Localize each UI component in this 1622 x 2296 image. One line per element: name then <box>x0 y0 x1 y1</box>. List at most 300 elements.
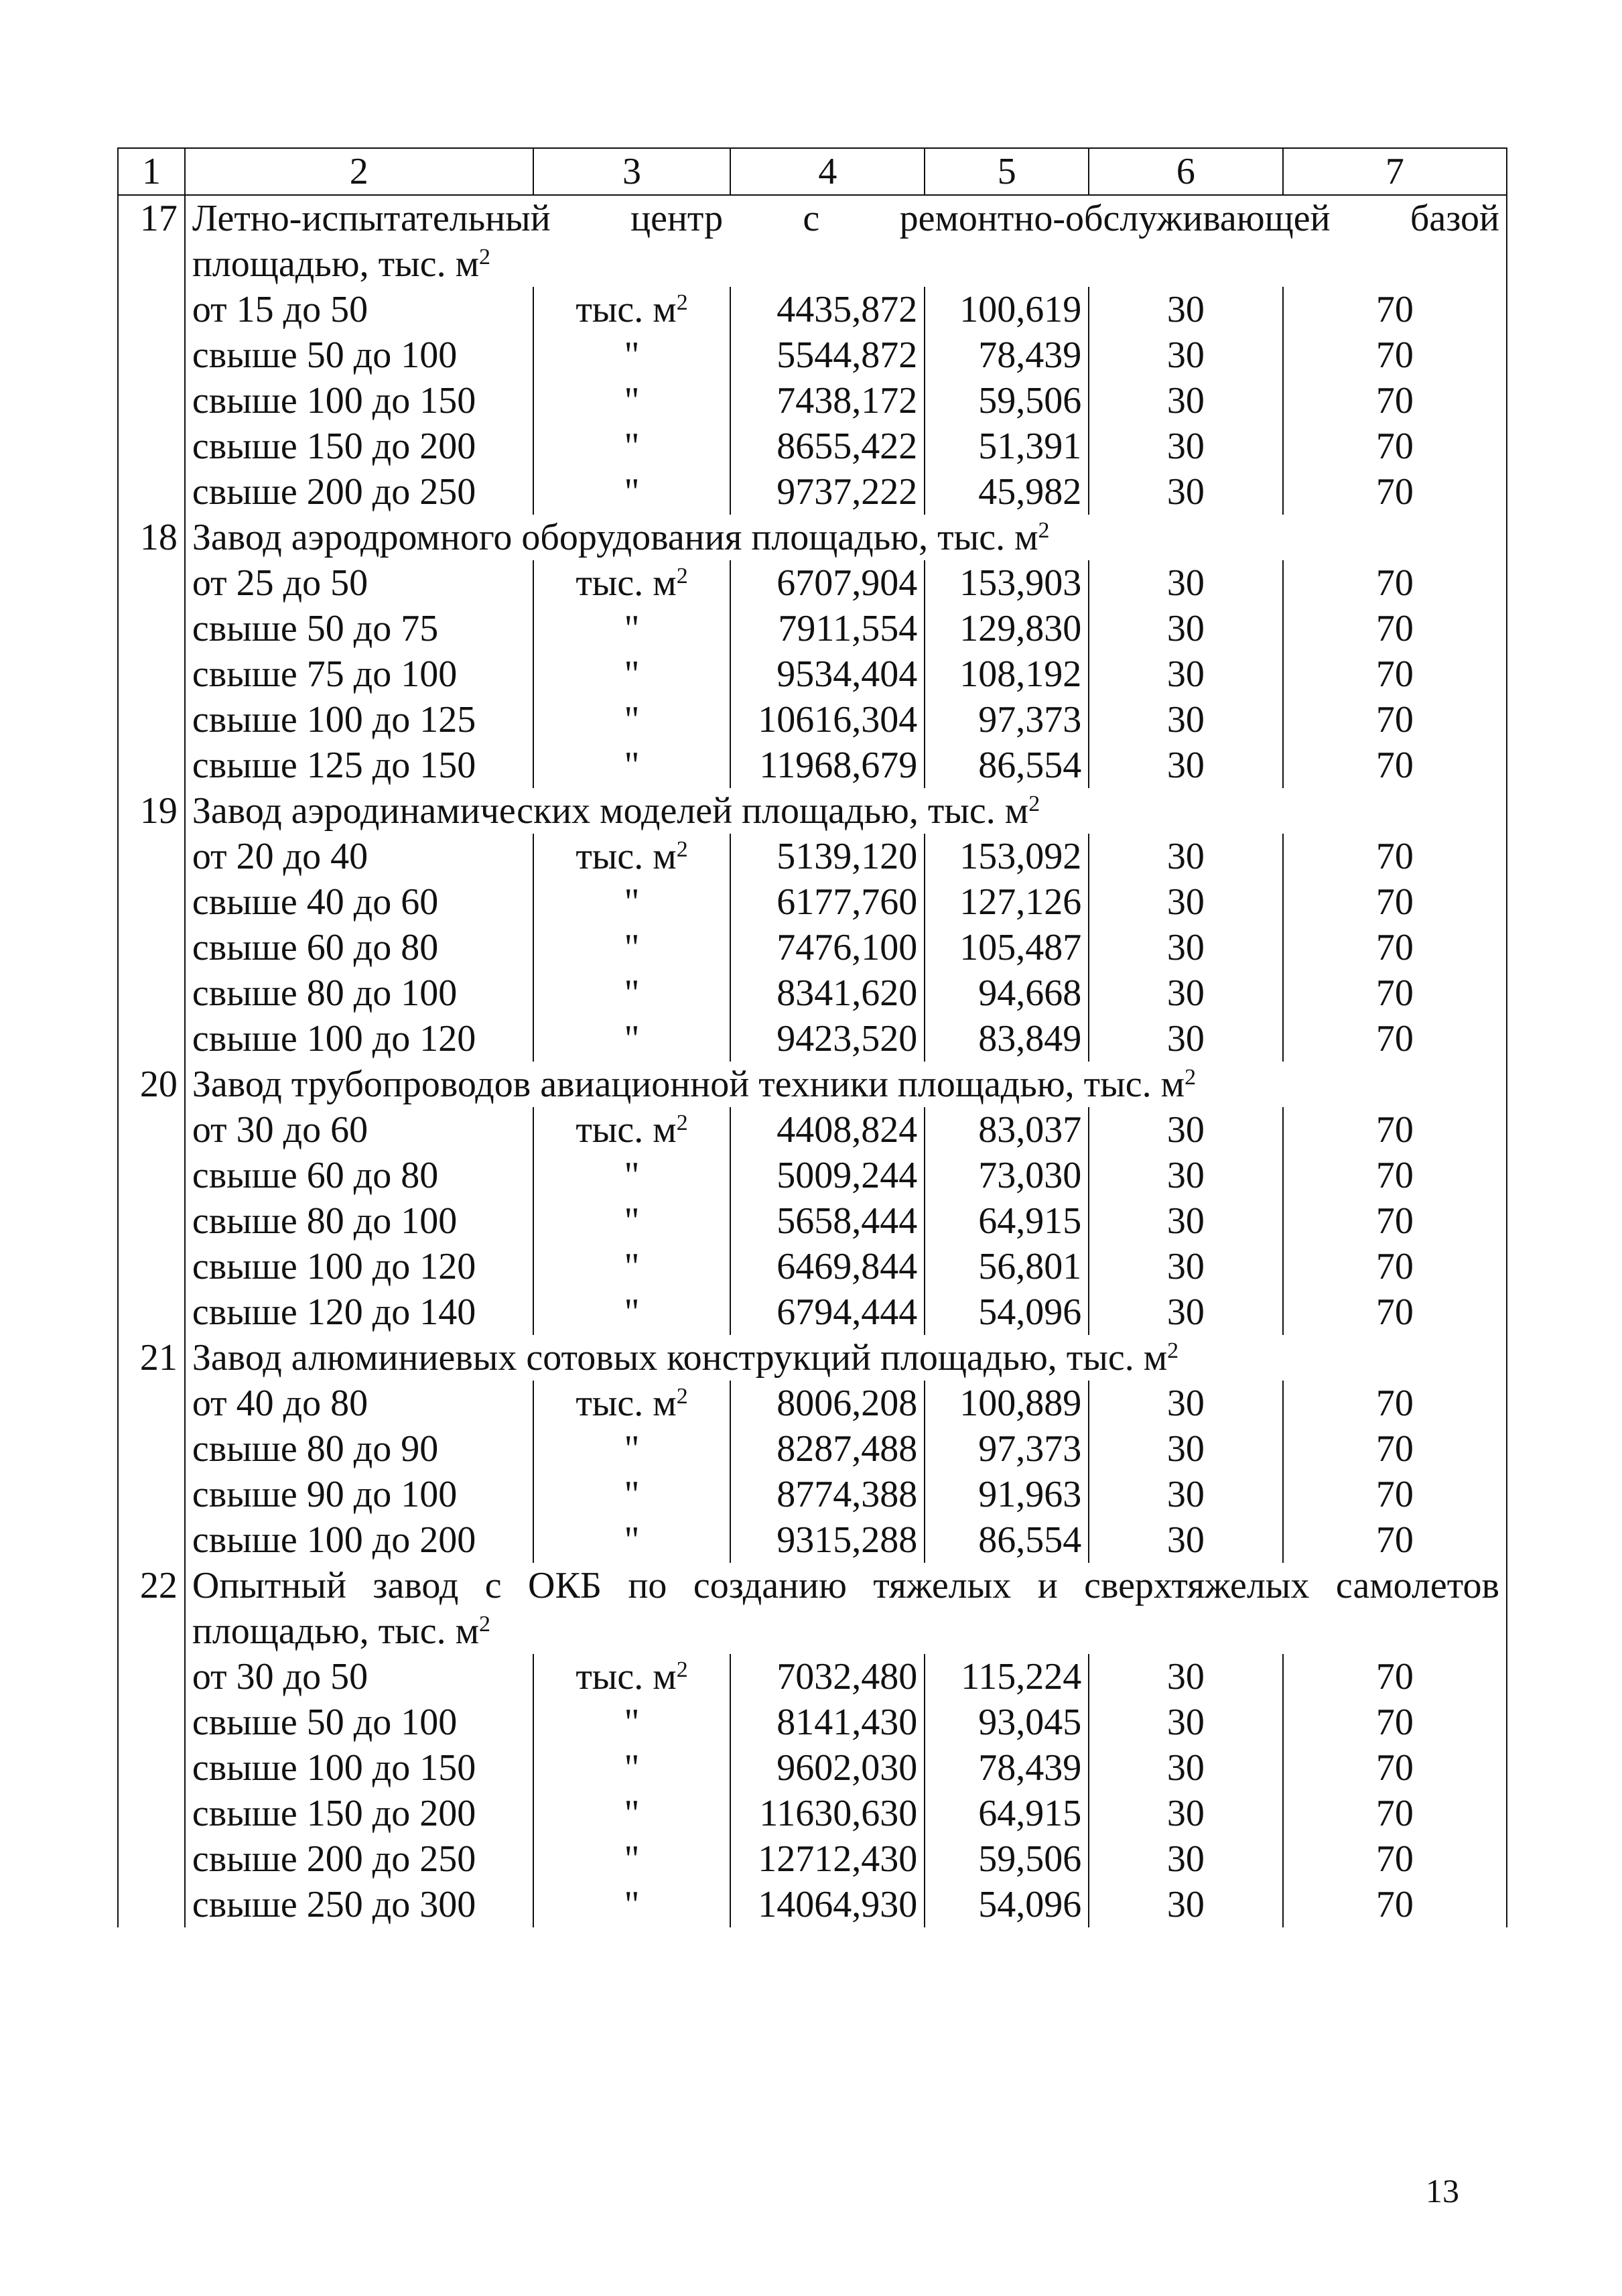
unit-cell <box>533 1654 731 1700</box>
header-cell: 1 <box>118 148 185 195</box>
unit-cell <box>533 1791 731 1836</box>
value-col6-cell: 30 <box>1089 743 1282 788</box>
title-word: центр <box>630 198 724 239</box>
empty-num-cell <box>118 469 185 515</box>
section-title <box>185 1563 1507 1654</box>
table-row <box>118 1700 1507 1745</box>
section-title-row <box>118 1563 1507 1654</box>
title-text: площадью, тыс. м <box>192 1610 480 1652</box>
title-word: с <box>803 198 820 239</box>
table-row <box>118 879 1507 925</box>
title-word: Опытный <box>192 1565 346 1606</box>
value-col4-cell: 9737,222 <box>730 469 925 515</box>
unit-text: " <box>624 334 640 376</box>
unit-cell <box>533 1244 731 1289</box>
value-col5-cell: 54,096 <box>925 1882 1089 1927</box>
value-col7-cell: 70 <box>1283 287 1507 332</box>
superscript-two: 2 <box>1185 1065 1197 1090</box>
title-word: базой <box>1410 198 1499 239</box>
value-col5-cell: 78,439 <box>925 332 1089 378</box>
value-col7-cell: 70 <box>1283 970 1507 1016</box>
section-number: 19 <box>118 788 185 834</box>
value-col5-cell: 153,903 <box>925 560 1089 606</box>
value-col5-cell: 93,045 <box>925 1700 1089 1745</box>
unit-cell <box>533 970 731 1016</box>
value-col5-cell: 59,506 <box>925 378 1089 424</box>
table-row <box>118 1836 1507 1882</box>
unit-cell <box>533 1198 731 1244</box>
value-col6-cell: 30 <box>1089 1654 1282 1700</box>
title-word: созданию <box>693 1565 847 1606</box>
unit-text: " <box>624 972 640 1014</box>
value-col6-cell: 30 <box>1089 834 1282 879</box>
value-col6-cell: 30 <box>1089 1016 1282 1062</box>
value-col6-cell: 30 <box>1089 925 1282 970</box>
title-word: с <box>484 1565 502 1606</box>
empty-num-cell <box>118 1016 185 1062</box>
section-title-line-2 <box>192 241 1499 287</box>
title-word: самолетов <box>1335 1565 1499 1606</box>
value-col7-cell: 70 <box>1283 1426 1507 1472</box>
table-row <box>118 1882 1507 1927</box>
value-col5-cell: 100,619 <box>925 287 1089 332</box>
title-word: тяжелых <box>873 1565 1012 1606</box>
unit-text: " <box>624 608 640 649</box>
area-range-cell: свыше 40 до 60 <box>185 879 533 925</box>
empty-num-cell <box>118 1745 185 1791</box>
superscript-two: 2 <box>479 1612 491 1637</box>
area-range-cell: свыше 100 до 120 <box>185 1016 533 1062</box>
unit-cell <box>533 834 731 879</box>
unit-text: тыс. м <box>576 562 677 604</box>
value-col7-cell: 70 <box>1283 378 1507 424</box>
table-header-row <box>118 148 1507 195</box>
area-range-cell: от 30 до 50 <box>185 1654 533 1700</box>
value-col4-cell: 5009,244 <box>730 1153 925 1198</box>
section-title-line <box>192 1062 1499 1107</box>
value-col6-cell: 30 <box>1089 1381 1282 1426</box>
table-row <box>118 606 1507 651</box>
table-row <box>118 1472 1507 1517</box>
value-col7-cell: 70 <box>1283 1745 1507 1791</box>
empty-num-cell <box>118 1700 185 1745</box>
value-col7-cell: 70 <box>1283 1016 1507 1062</box>
value-col4-cell: 7438,172 <box>730 378 925 424</box>
value-col4-cell: 8006,208 <box>730 1381 925 1426</box>
title-word: по <box>628 1565 667 1606</box>
value-col4-cell: 5658,444 <box>730 1198 925 1244</box>
unit-text: " <box>624 1291 640 1333</box>
area-range-cell: свыше 100 до 200 <box>185 1517 533 1563</box>
value-col6-cell: 30 <box>1089 879 1282 925</box>
unit-text: тыс. м <box>576 836 677 877</box>
empty-num-cell <box>118 1654 185 1700</box>
value-col4-cell: 6707,904 <box>730 560 925 606</box>
section-title-line-1 <box>192 196 1499 241</box>
unit-cell <box>533 697 731 743</box>
value-col6-cell: 30 <box>1089 970 1282 1016</box>
empty-num-cell <box>118 332 185 378</box>
page-number: 13 <box>1426 2172 1459 2210</box>
table-row <box>118 1517 1507 1563</box>
area-range-cell: свыше 150 до 200 <box>185 1791 533 1836</box>
value-col4-cell: 7476,100 <box>730 925 925 970</box>
unit-cell <box>533 743 731 788</box>
empty-num-cell <box>118 1153 185 1198</box>
area-range-cell: свыше 80 до 100 <box>185 970 533 1016</box>
unit-cell <box>533 879 731 925</box>
unit-text: " <box>624 1793 640 1834</box>
header-cell: 2 <box>185 148 533 195</box>
unit-cell <box>533 1517 731 1563</box>
value-col6-cell: 30 <box>1089 1198 1282 1244</box>
area-range-cell: от 15 до 50 <box>185 287 533 332</box>
unit-cell <box>533 1882 731 1927</box>
unit-text: " <box>624 1428 640 1470</box>
value-col5-cell: 129,830 <box>925 606 1089 651</box>
value-col5-cell: 64,915 <box>925 1198 1089 1244</box>
value-col5-cell: 153,092 <box>925 834 1089 879</box>
unit-text: " <box>624 380 640 422</box>
section-title-row <box>118 195 1507 287</box>
table-row <box>118 1107 1507 1153</box>
unit-text: " <box>624 1018 640 1060</box>
value-col6-cell: 30 <box>1089 1244 1282 1289</box>
section-title <box>185 788 1507 834</box>
empty-num-cell <box>118 970 185 1016</box>
value-col4-cell: 11630,630 <box>730 1791 925 1836</box>
value-col5-cell: 94,668 <box>925 970 1089 1016</box>
value-col4-cell: 9602,030 <box>730 1745 925 1791</box>
empty-num-cell <box>118 560 185 606</box>
area-range-cell: свыше 50 до 100 <box>185 1700 533 1745</box>
table-row <box>118 651 1507 697</box>
area-range-cell: свыше 150 до 200 <box>185 424 533 469</box>
value-col6-cell: 30 <box>1089 1472 1282 1517</box>
value-col4-cell: 6794,444 <box>730 1289 925 1335</box>
area-range-cell: свыше 50 до 75 <box>185 606 533 651</box>
unit-cell <box>533 1107 731 1153</box>
unit-cell <box>533 287 731 332</box>
section-title-row <box>118 788 1507 834</box>
area-range-cell: от 25 до 50 <box>185 560 533 606</box>
value-col7-cell: 70 <box>1283 1517 1507 1563</box>
empty-num-cell <box>118 1244 185 1289</box>
empty-num-cell <box>118 697 185 743</box>
unit-cell <box>533 1472 731 1517</box>
area-range-cell: свыше 60 до 80 <box>185 1153 533 1198</box>
superscript-two: 2 <box>676 564 688 588</box>
empty-num-cell <box>118 1289 185 1335</box>
section-number: 17 <box>118 195 185 287</box>
value-col5-cell: 91,963 <box>925 1472 1089 1517</box>
value-col5-cell: 54,096 <box>925 1289 1089 1335</box>
value-col5-cell: 97,373 <box>925 697 1089 743</box>
value-col7-cell: 70 <box>1283 469 1507 515</box>
value-col7-cell: 70 <box>1283 1381 1507 1426</box>
value-col5-cell: 86,554 <box>925 1517 1089 1563</box>
unit-cell <box>533 651 731 697</box>
unit-text: " <box>624 1246 640 1287</box>
area-range-cell: свыше 80 до 90 <box>185 1426 533 1472</box>
empty-num-cell <box>118 1836 185 1882</box>
area-range-cell: свыше 250 до 300 <box>185 1882 533 1927</box>
value-col4-cell: 9315,288 <box>730 1517 925 1563</box>
value-col7-cell: 70 <box>1283 1244 1507 1289</box>
table-row <box>118 970 1507 1016</box>
value-col7-cell: 70 <box>1283 1882 1507 1927</box>
empty-num-cell <box>118 1107 185 1153</box>
value-col7-cell: 70 <box>1283 424 1507 469</box>
section-title <box>185 1335 1507 1381</box>
area-range-cell: свыше 50 до 100 <box>185 332 533 378</box>
empty-num-cell <box>118 651 185 697</box>
section-title <box>185 195 1507 287</box>
area-range-cell: свыше 80 до 100 <box>185 1198 533 1244</box>
section-title-line <box>192 1335 1499 1381</box>
value-col7-cell: 70 <box>1283 834 1507 879</box>
value-col4-cell: 8287,488 <box>730 1426 925 1472</box>
header-cell: 4 <box>730 148 925 195</box>
table-row <box>118 1426 1507 1472</box>
value-col6-cell: 30 <box>1089 287 1282 332</box>
empty-num-cell <box>118 606 185 651</box>
superscript-two: 2 <box>676 1384 688 1409</box>
value-col4-cell: 6177,760 <box>730 879 925 925</box>
empty-num-cell <box>118 743 185 788</box>
value-col7-cell: 70 <box>1283 1791 1507 1836</box>
value-col4-cell: 4435,872 <box>730 287 925 332</box>
empty-num-cell <box>118 378 185 424</box>
unit-text: " <box>624 426 640 467</box>
unit-cell <box>533 925 731 970</box>
unit-cell <box>533 1700 731 1745</box>
value-col5-cell: 105,487 <box>925 925 1089 970</box>
unit-text: " <box>624 1884 640 1925</box>
title-text: площадью, тыс. м <box>192 243 480 285</box>
unit-text: " <box>624 745 640 786</box>
value-col4-cell: 10616,304 <box>730 697 925 743</box>
table-row <box>118 287 1507 332</box>
value-col4-cell: 6469,844 <box>730 1244 925 1289</box>
table-row <box>118 1791 1507 1836</box>
area-range-cell: свыше 200 до 250 <box>185 1836 533 1882</box>
title-text: Завод трубопроводов авиационной техники площадью, тыс. м <box>192 1064 1185 1105</box>
value-col6-cell: 30 <box>1089 469 1282 515</box>
table-row <box>118 424 1507 469</box>
unit-cell <box>533 424 731 469</box>
unit-cell <box>533 1836 731 1882</box>
value-col5-cell: 45,982 <box>925 469 1089 515</box>
value-col6-cell: 30 <box>1089 332 1282 378</box>
unit-cell <box>533 1016 731 1062</box>
superscript-two: 2 <box>1028 791 1040 816</box>
value-col4-cell: 9534,404 <box>730 651 925 697</box>
unit-cell <box>533 469 731 515</box>
table-row <box>118 925 1507 970</box>
value-col6-cell: 30 <box>1089 1700 1282 1745</box>
table-row <box>118 1289 1507 1335</box>
unit-text: " <box>624 471 640 513</box>
table-row <box>118 1153 1507 1198</box>
unit-text: тыс. м <box>576 1656 677 1698</box>
section-number: 22 <box>118 1563 185 1654</box>
table-row <box>118 1244 1507 1289</box>
value-col4-cell: 11968,679 <box>730 743 925 788</box>
value-col6-cell: 30 <box>1089 1836 1282 1882</box>
empty-num-cell <box>118 1198 185 1244</box>
value-col6-cell: 30 <box>1089 606 1282 651</box>
unit-cell <box>533 1426 731 1472</box>
value-col7-cell: 70 <box>1283 332 1507 378</box>
value-col6-cell: 30 <box>1089 1882 1282 1927</box>
title-text: Завод алюминиевых сотовых конструкций площадью, тыс. м <box>192 1337 1168 1379</box>
value-col5-cell: 59,506 <box>925 1836 1089 1882</box>
header-cell: 5 <box>925 148 1089 195</box>
value-col5-cell: 86,554 <box>925 743 1089 788</box>
unit-text: " <box>624 1702 640 1743</box>
empty-num-cell <box>118 834 185 879</box>
section-title-line-1 <box>192 1563 1499 1608</box>
table-row <box>118 743 1507 788</box>
value-col5-cell: 51,391 <box>925 424 1089 469</box>
table-row <box>118 469 1507 515</box>
section-title-row <box>118 515 1507 560</box>
table-row <box>118 1381 1507 1426</box>
data-table <box>117 147 1507 1927</box>
empty-num-cell <box>118 1381 185 1426</box>
area-range-cell: свыше 100 до 120 <box>185 1244 533 1289</box>
unit-text: тыс. м <box>576 289 677 330</box>
value-col4-cell: 14064,930 <box>730 1882 925 1927</box>
section-title-line-2 <box>192 1608 1499 1654</box>
section-number: 18 <box>118 515 185 560</box>
area-range-cell: свыше 100 до 125 <box>185 697 533 743</box>
empty-num-cell <box>118 1791 185 1836</box>
value-col7-cell: 70 <box>1283 1107 1507 1153</box>
value-col6-cell: 30 <box>1089 378 1282 424</box>
table-row <box>118 697 1507 743</box>
section-title <box>185 515 1507 560</box>
table-row <box>118 332 1507 378</box>
value-col7-cell: 70 <box>1283 1700 1507 1745</box>
superscript-two: 2 <box>1167 1338 1179 1363</box>
unit-cell <box>533 606 731 651</box>
empty-num-cell <box>118 1472 185 1517</box>
unit-cell <box>533 1381 731 1426</box>
value-col7-cell: 70 <box>1283 1836 1507 1882</box>
value-col4-cell: 8774,388 <box>730 1472 925 1517</box>
unit-cell <box>533 332 731 378</box>
value-col4-cell: 8141,430 <box>730 1700 925 1745</box>
header-cell: 3 <box>533 148 731 195</box>
section-number: 21 <box>118 1335 185 1381</box>
empty-num-cell <box>118 1426 185 1472</box>
unit-cell <box>533 1153 731 1198</box>
table-row <box>118 1016 1507 1062</box>
unit-text: " <box>624 699 640 741</box>
title-word: и <box>1037 1565 1058 1606</box>
table-row <box>118 560 1507 606</box>
area-range-cell: свыше 75 до 100 <box>185 651 533 697</box>
value-col5-cell: 127,126 <box>925 879 1089 925</box>
area-range-cell: свыше 125 до 150 <box>185 743 533 788</box>
section-title-row <box>118 1062 1507 1107</box>
section-title-line <box>192 788 1499 834</box>
empty-num-cell <box>118 1882 185 1927</box>
superscript-two: 2 <box>676 837 688 862</box>
value-col4-cell: 7911,554 <box>730 606 925 651</box>
area-range-cell: от 40 до 80 <box>185 1381 533 1426</box>
value-col4-cell: 8341,620 <box>730 970 925 1016</box>
area-range-cell: от 20 до 40 <box>185 834 533 879</box>
value-col6-cell: 30 <box>1089 1517 1282 1563</box>
unit-text: тыс. м <box>576 1109 677 1151</box>
value-col5-cell: 83,037 <box>925 1107 1089 1153</box>
empty-num-cell <box>118 1517 185 1563</box>
value-col4-cell: 5139,120 <box>730 834 925 879</box>
value-col6-cell: 30 <box>1089 1791 1282 1836</box>
area-range-cell: от 30 до 60 <box>185 1107 533 1153</box>
superscript-two: 2 <box>1038 518 1050 543</box>
value-col7-cell: 70 <box>1283 879 1507 925</box>
table-row <box>118 1198 1507 1244</box>
empty-num-cell <box>118 879 185 925</box>
title-word: ОКБ <box>528 1565 602 1606</box>
value-col4-cell: 7032,480 <box>730 1654 925 1700</box>
value-col7-cell: 70 <box>1283 1472 1507 1517</box>
value-col5-cell: 100,889 <box>925 1381 1089 1426</box>
value-col6-cell: 30 <box>1089 1107 1282 1153</box>
superscript-two: 2 <box>676 290 688 315</box>
value-col7-cell: 70 <box>1283 560 1507 606</box>
value-col6-cell: 30 <box>1089 697 1282 743</box>
unit-text: " <box>624 1155 640 1196</box>
value-col5-cell: 64,915 <box>925 1791 1089 1836</box>
table-row <box>118 1745 1507 1791</box>
value-col7-cell: 70 <box>1283 651 1507 697</box>
title-word: Летно-испытательный <box>192 198 551 239</box>
value-col5-cell: 73,030 <box>925 1153 1089 1198</box>
value-col7-cell: 70 <box>1283 1198 1507 1244</box>
title-text: Завод аэродинамических моделей площадью, тыс. м <box>192 790 1029 832</box>
unit-text: тыс. м <box>576 1383 677 1424</box>
value-col6-cell: 30 <box>1089 651 1282 697</box>
value-col4-cell: 12712,430 <box>730 1836 925 1882</box>
superscript-two: 2 <box>676 1657 688 1682</box>
header-cell: 6 <box>1089 148 1282 195</box>
title-word: завод <box>373 1565 459 1606</box>
area-range-cell: свыше 120 до 140 <box>185 1289 533 1335</box>
empty-num-cell <box>118 424 185 469</box>
unit-text: " <box>624 1838 640 1880</box>
table-row <box>118 378 1507 424</box>
unit-cell <box>533 378 731 424</box>
value-col5-cell: 56,801 <box>925 1244 1089 1289</box>
unit-text: " <box>624 881 640 923</box>
value-col7-cell: 70 <box>1283 1654 1507 1700</box>
value-col5-cell: 83,849 <box>925 1016 1089 1062</box>
value-col4-cell: 8655,422 <box>730 424 925 469</box>
value-col6-cell: 30 <box>1089 560 1282 606</box>
area-range-cell: свыше 60 до 80 <box>185 925 533 970</box>
unit-text: " <box>624 1200 640 1242</box>
unit-text: " <box>624 927 640 968</box>
value-col6-cell: 30 <box>1089 1426 1282 1472</box>
unit-text: " <box>624 1747 640 1789</box>
value-col4-cell: 9423,520 <box>730 1016 925 1062</box>
value-col6-cell: 30 <box>1089 1745 1282 1791</box>
